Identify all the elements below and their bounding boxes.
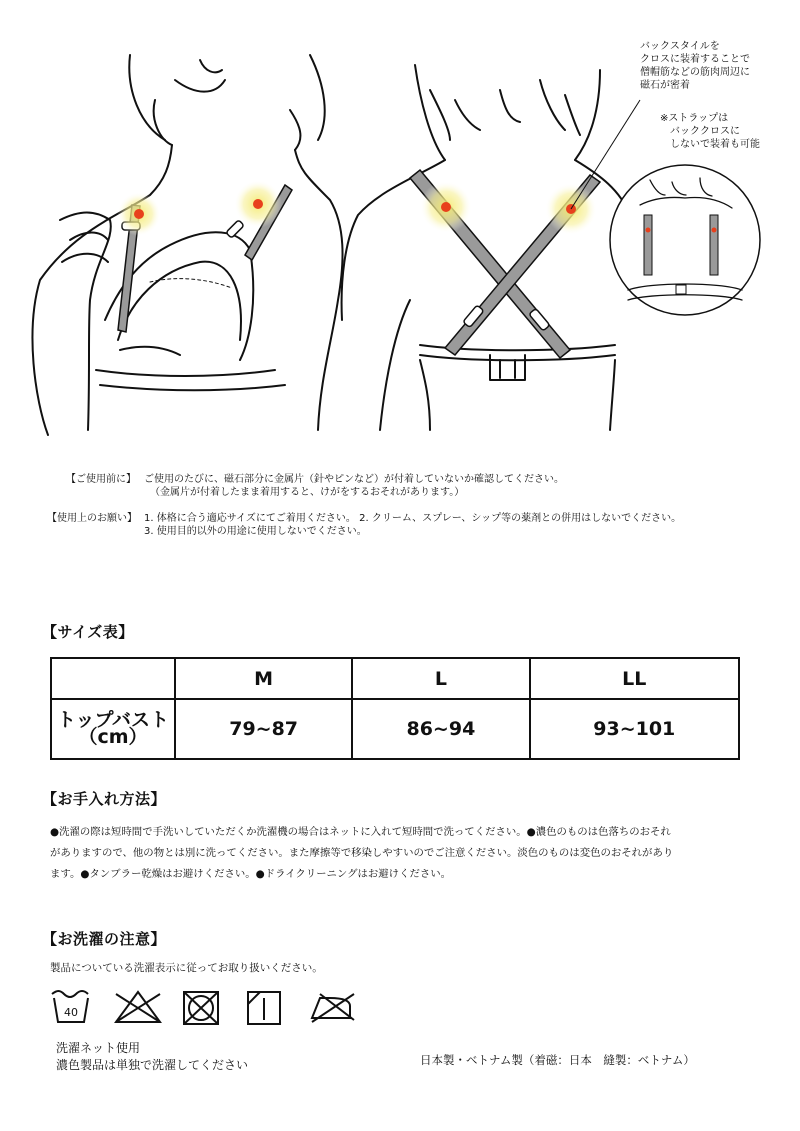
callout-back: [640, 40, 750, 92]
callout-line-1: バックスタイルを: [640, 41, 720, 52]
size-row-label: [51, 699, 175, 759]
wash-note-1: 洗濯ネット使用: [56, 1041, 141, 1055]
size-col-ll: LL: [530, 658, 739, 699]
size-corner-cell: [51, 658, 175, 699]
row-label-line-1: トップバスト: [57, 709, 169, 731]
line-dry-shade-icon: [248, 992, 280, 1024]
before-use-text: [144, 473, 794, 499]
care-line-2: がありますので、他の物とは別に洗ってください。また摩擦等で移染しやすいのでご注意ください。淡色のものは変色のおそれがあり: [50, 847, 674, 859]
care-heading: 【お手入れ方法】: [42, 790, 167, 808]
note-line-2: バッククロスに: [670, 126, 740, 137]
before-use-label: 【ご使用前に】: [66, 474, 136, 485]
wash-heading: 【お洗濯の注意】: [42, 930, 167, 948]
size-value-ll: 93~101: [530, 699, 739, 759]
size-table-heading: 【サイズ表】: [42, 623, 134, 641]
callout-line-3: 僧帽筋などの筋肉周辺に: [640, 67, 750, 78]
care-line-1: ●洗濯の際は短時間で手洗いしていただくか洗濯機の場合はネットに入れて短時間で洗ってください。●濃色のものは色落ちのおそれ: [50, 826, 671, 838]
callout-line-4: 磁石が密着: [640, 80, 690, 91]
note-line-1: ※ストラップは: [660, 113, 729, 124]
wash-symbols: [50, 988, 370, 1028]
usage-request-text: [144, 512, 794, 538]
size-header-row: [51, 658, 739, 699]
back-figure: [342, 65, 630, 430]
size-value-l: 86~94: [352, 699, 529, 759]
size-col-l: L: [352, 658, 529, 699]
no-iron-icon: [312, 994, 354, 1022]
no-tumble-dry-icon: [184, 992, 218, 1024]
origin-text: 日本製・ベトナム製（着磁：日本 縫製：ベトナム）: [420, 1053, 695, 1067]
magnet-points: [117, 180, 597, 236]
before-line-2: （金属片が付着したまま着用すると、けがをするおそれがあります。）: [150, 487, 465, 498]
callout-line-2: クロスに装着することで: [640, 54, 750, 65]
care-line-3: ます。●タンブラー乾燥はお避けください。●ドライクリーニングはお避けください。: [50, 868, 452, 880]
front-figure: [32, 55, 342, 435]
request-line-1: 1. 体格に合う適応サイズにてご着用ください。 2. クリーム、スプレー、シップ等の薬剤との併用はしないでください。: [144, 513, 682, 524]
request-line-2: 3. 使用目的以外の用途に使用しないでください。: [144, 526, 367, 537]
wash-notes: [56, 1040, 248, 1074]
care-text: [50, 822, 760, 885]
magnet-dot: [253, 199, 263, 209]
size-table: [50, 657, 740, 760]
note-line-3: しないで装着も可能: [670, 139, 760, 150]
wash-intro: 製品についている洗濯表示に従ってお取り扱いください。: [50, 962, 323, 974]
size-col-m: M: [175, 658, 352, 699]
magnet-dot: [441, 202, 451, 212]
callout-note: [660, 112, 760, 151]
wash-temp-label: 40: [64, 1006, 78, 1019]
wash-note-2: 濃色製品は単独で洗濯してください: [56, 1058, 249, 1072]
size-value-row: [51, 699, 739, 759]
row-label-line-2: （cm）: [78, 726, 148, 748]
inset-illustration: [610, 165, 760, 315]
usage-request-label: 【使用上のお願い】: [47, 513, 137, 524]
magnet-dot: [134, 209, 144, 219]
no-bleach-icon: [116, 992, 160, 1022]
size-value-m: 79~87: [175, 699, 352, 759]
before-line-1: ご使用のたびに、磁石部分に金属片（針やピンなど）が付着していないか確認してください。: [144, 474, 564, 485]
